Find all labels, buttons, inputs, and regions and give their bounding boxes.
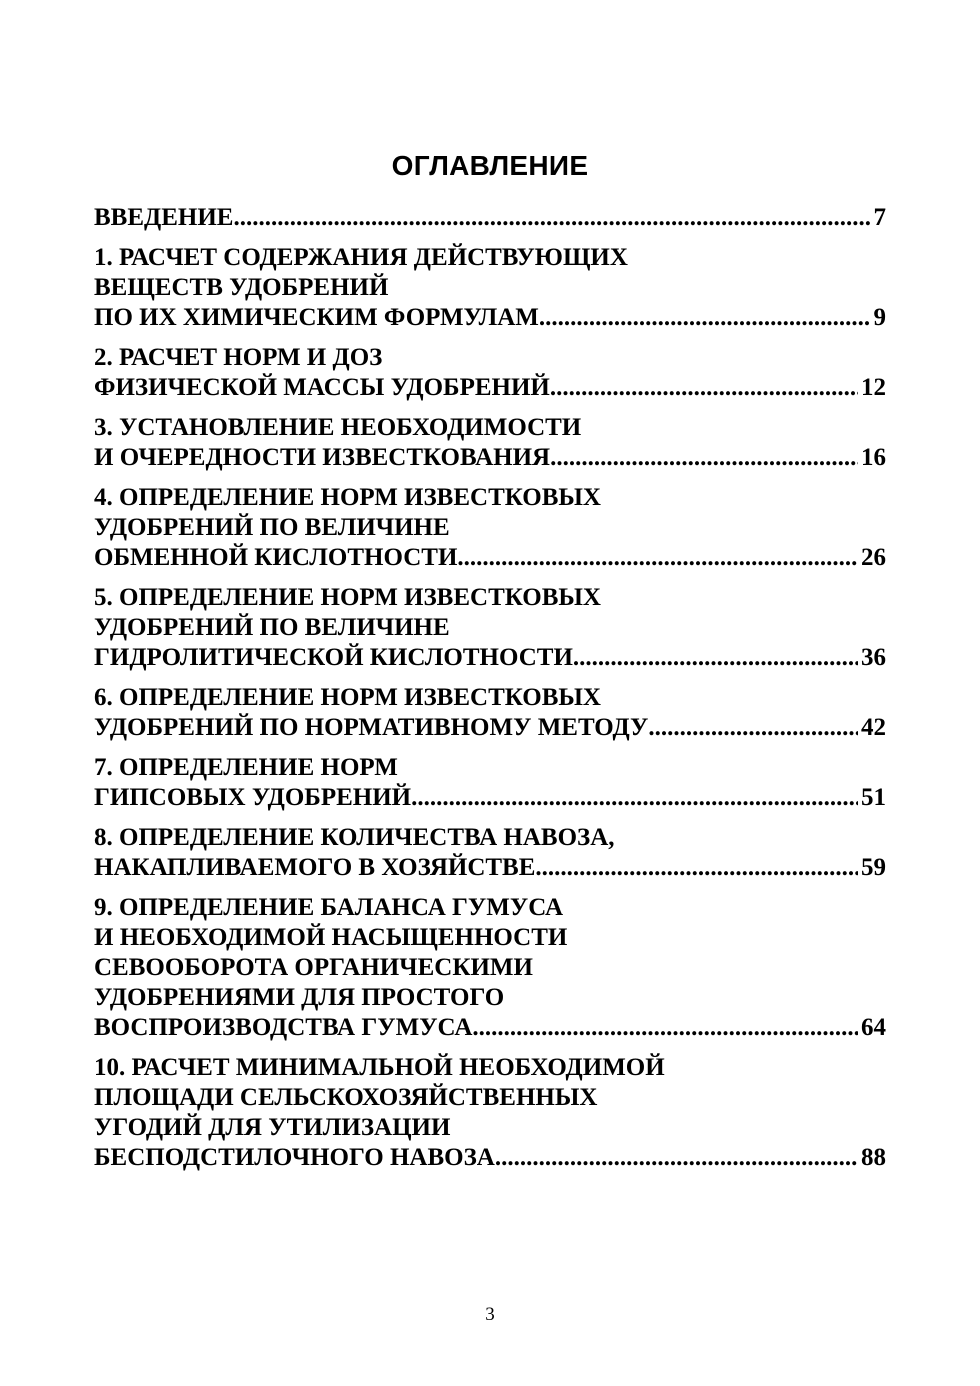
toc-entry-title-line: 7. ОПРЕДЕЛЕНИЕ НОРМ bbox=[94, 754, 398, 781]
toc-entry[interactable] bbox=[94, 343, 886, 403]
toc-entry[interactable] bbox=[94, 893, 886, 1043]
table-of-contents bbox=[94, 203, 886, 1183]
toc-entry-title-line: ГИДРОЛИТИЧЕСКОЙ КИСЛОТНОСТИ bbox=[94, 644, 573, 671]
toc-entry-title-line: БЕСПОДСТИЛОЧНОГО НАВОЗА bbox=[94, 1144, 495, 1171]
toc-entry-title-line: УГОДИЙ ДЛЯ УТИЛИЗАЦИИ bbox=[94, 1114, 451, 1141]
dot-leader bbox=[539, 303, 871, 333]
toc-entry-last-line bbox=[94, 853, 886, 883]
toc-entry[interactable] bbox=[94, 683, 886, 743]
dot-leader bbox=[411, 783, 858, 813]
toc-entry-title-line: НАКАПЛИВАЕМОГО В ХОЗЯЙСТВЕ bbox=[94, 854, 536, 881]
toc-entry-title-line: И ОЧЕРЕДНОСТИ ИЗВЕСТКОВАНИЯ bbox=[94, 444, 551, 471]
toc-page-number: 88 bbox=[861, 1144, 886, 1171]
toc-entry-title-line: 8. ОПРЕДЕЛЕНИЕ КОЛИЧЕСТВА НАВОЗА, bbox=[94, 824, 615, 851]
toc-entry-title-line: ВОСПРОИЗВОДСТВА ГУМУСА bbox=[94, 1014, 473, 1041]
toc-entry-title-line: УДОБРЕНИЙ ПО НОРМАТИВНОМУ МЕТОДУ bbox=[94, 714, 649, 741]
toc-entry-last-line bbox=[94, 443, 886, 473]
toc-entry-title-line: ВВЕДЕНИЕ bbox=[94, 204, 234, 231]
toc-entry-last-line bbox=[94, 303, 886, 333]
toc-page-number: 7 bbox=[873, 204, 886, 231]
toc-entry-last-line bbox=[94, 373, 886, 403]
dot-leader bbox=[472, 1013, 858, 1043]
toc-page-number: 16 bbox=[861, 444, 886, 471]
page-number: 3 bbox=[485, 1304, 495, 1325]
toc-entry[interactable] bbox=[94, 243, 886, 333]
toc-page-number: 36 bbox=[861, 644, 886, 671]
dot-leader bbox=[550, 443, 858, 473]
toc-entry-title-line: СЕВООБОРОТА ОРГАНИЧЕСКИМИ bbox=[94, 954, 533, 981]
toc-entry-title-line: ОБМЕННОЙ КИСЛОТНОСТИ bbox=[94, 544, 458, 571]
toc-entry-last-line bbox=[94, 783, 886, 813]
toc-page-number: 51 bbox=[861, 784, 886, 811]
toc-entry-title-line: ПЛОЩАДИ СЕЛЬСКОХОЗЯЙСТВЕННЫХ bbox=[94, 1084, 598, 1111]
dot-leader bbox=[233, 203, 870, 233]
toc-entry[interactable] bbox=[94, 483, 886, 573]
dot-leader bbox=[495, 1143, 858, 1173]
toc-entry-title-line: ВЕЩЕСТВ УДОБРЕНИЙ bbox=[94, 274, 389, 301]
toc-page-number: 42 bbox=[861, 714, 886, 741]
toc-entry-last-line bbox=[94, 543, 886, 573]
toc-entry-title-line: ФИЗИЧЕСКОЙ МАССЫ УДОБРЕНИЙ bbox=[94, 374, 550, 401]
page-title: ОГЛАВЛЕНИЕ bbox=[391, 150, 589, 181]
toc-entry-title-line: 4. ОПРЕДЕЛЕНИЕ НОРМ ИЗВЕСТКОВЫХ bbox=[94, 484, 601, 511]
dot-leader bbox=[535, 853, 858, 883]
dot-leader bbox=[550, 373, 858, 403]
toc-entry-title-line: УДОБРЕНИЙ ПО ВЕЛИЧИНЕ bbox=[94, 614, 450, 641]
toc-entry-title-line: 5. ОПРЕДЕЛЕНИЕ НОРМ ИЗВЕСТКОВЫХ bbox=[94, 584, 601, 611]
toc-page-number: 26 bbox=[861, 544, 886, 571]
toc-entry-title-line: 1. РАСЧЕТ СОДЕРЖАНИЯ ДЕЙСТВУЮЩИХ bbox=[94, 244, 628, 271]
toc-entry-last-line bbox=[94, 643, 886, 673]
toc-entry-title-line: УДОБРЕНИЙ ПО ВЕЛИЧИНЕ bbox=[94, 514, 450, 541]
toc-entry[interactable] bbox=[94, 413, 886, 473]
toc-entry[interactable] bbox=[94, 1053, 886, 1173]
toc-page-number: 64 bbox=[861, 1014, 886, 1041]
dot-leader bbox=[573, 643, 858, 673]
dot-leader bbox=[648, 713, 858, 743]
toc-entry-last-line bbox=[94, 203, 886, 233]
toc-entry[interactable] bbox=[94, 583, 886, 673]
toc-entry-title-line: 3. УСТАНОВЛЕНИЕ НЕОБХОДИМОСТИ bbox=[94, 414, 582, 441]
dot-leader bbox=[457, 543, 858, 573]
toc-page-number: 59 bbox=[861, 854, 886, 881]
toc-page-number: 12 bbox=[861, 374, 886, 401]
toc-entry[interactable] bbox=[94, 753, 886, 813]
toc-entry-last-line bbox=[94, 713, 886, 743]
toc-entry-title-line: 2. РАСЧЕТ НОРМ И ДОЗ bbox=[94, 344, 383, 371]
toc-entry-title-line: 10. РАСЧЕТ МИНИМАЛЬНОЙ НЕОБХОДИМОЙ bbox=[94, 1054, 665, 1081]
toc-entry-title-line: 6. ОПРЕДЕЛЕНИЕ НОРМ ИЗВЕСТКОВЫХ bbox=[94, 684, 601, 711]
toc-entry-last-line bbox=[94, 1143, 886, 1173]
toc-entry-title-line: УДОБРЕНИЯМИ ДЛЯ ПРОСТОГО bbox=[94, 984, 505, 1011]
toc-entry-title-line: ГИПСОВЫХ УДОБРЕНИЙ bbox=[94, 784, 412, 811]
toc-entry-last-line bbox=[94, 1013, 886, 1043]
toc-entry-title-line: И НЕОБХОДИМОЙ НАСЫЩЕННОСТИ bbox=[94, 924, 568, 951]
toc-entry-title-line: ПО ИХ ХИМИЧЕСКИМ ФОРМУЛАМ bbox=[94, 304, 539, 331]
toc-entry[interactable] bbox=[94, 823, 886, 883]
toc-page-number: 9 bbox=[873, 304, 886, 331]
toc-entry-title-line: 9. ОПРЕДЕЛЕНИЕ БАЛАНСА ГУМУСА bbox=[94, 894, 564, 921]
toc-entry[interactable] bbox=[94, 203, 886, 233]
